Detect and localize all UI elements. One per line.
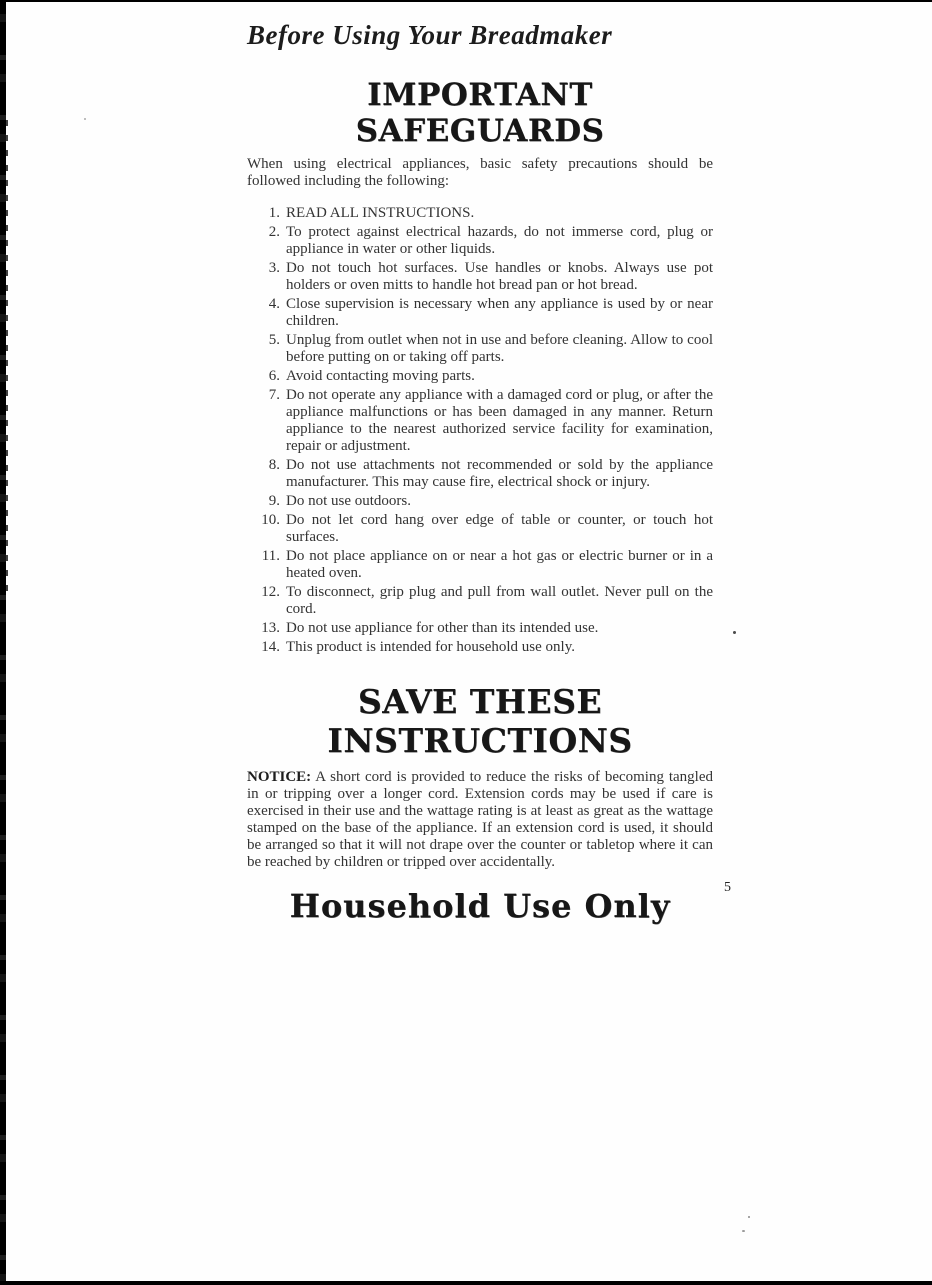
list-item: [247, 493, 713, 510]
list-item-text: Do not use attachments not recommended or sold by the appliance manufacturer. This may cause fire, electrical shock or injury.: [286, 457, 713, 490]
safeguards-list: [247, 205, 713, 656]
list-item: [247, 584, 713, 618]
list-item: [247, 639, 713, 656]
list-item-number: 8.: [268, 457, 280, 473]
list-item-text: To disconnect, grip plug and pull from wall outlet. Never pull on the cord.: [286, 584, 713, 617]
list-item: [247, 224, 713, 258]
household-use-only-heading: Household Use Only: [289, 887, 671, 925]
notice-paragraph: [247, 769, 713, 871]
list-item-text: Do not use outdoors.: [286, 493, 411, 509]
list-item-number: 14.: [261, 639, 280, 655]
list-item: [247, 620, 713, 637]
list-item-number: 7.: [268, 387, 280, 403]
page-number: 5: [724, 880, 731, 895]
list-item-number: 3.: [268, 260, 280, 276]
list-item-number: 5.: [268, 332, 280, 348]
scan-speck: [84, 118, 86, 120]
list-item-text: This product is intended for household use only.: [286, 639, 575, 655]
list-item: [247, 296, 713, 330]
list-item: [247, 457, 713, 491]
list-item: [247, 368, 713, 385]
list-item-number: 6.: [268, 368, 280, 384]
list-item-text: Do not use appliance for other than its intended use.: [286, 620, 599, 636]
list-item-text: Close supervision is necessary when any appliance is used by or near children.: [286, 296, 713, 329]
list-item-text: Do not let cord hang over edge of table or counter, or touch hot surfaces.: [286, 512, 713, 545]
list-item: [247, 387, 713, 455]
list-item-number: 4.: [268, 296, 280, 312]
safeguards-intro: When using electrical appliances, basic safety precautions should be followed including the following:: [247, 156, 713, 189]
list-item-number: 10.: [261, 512, 280, 528]
list-item-text: To protect against electrical hazards, do not immerse cord, plug or appliance in water or other liquids.: [286, 224, 713, 257]
list-item-number: 9.: [268, 493, 280, 509]
scan-speck: [742, 1230, 745, 1232]
list-item-text: Do not place appliance on or near a hot gas or electric burner or in a heated oven.: [286, 548, 713, 581]
list-item: [247, 548, 713, 582]
list-item: [247, 512, 713, 546]
important-safeguards-heading: IMPORTANT SAFEGUARDS: [355, 77, 605, 149]
list-item: [247, 205, 713, 222]
notice-text: A short cord is provided to reduce the risks of becoming tangled in or tripping over a longer cord. Extension cords may be used if care is exercised in their use and the wattage rating is at least as great as the wattage stamped on the base of the appliance. If an extension cord is used, it should be arranged so that it will not drape over the counter or tabletop where it can be reached by children or tripped over accidentally.: [247, 769, 713, 870]
scan-edge-left: [0, 0, 6, 1285]
list-item-text: READ ALL INSTRUCTIONS.: [286, 205, 475, 221]
notice-label: NOTICE:: [247, 769, 312, 785]
list-item-number: 11.: [261, 548, 280, 564]
scan-edge-bottom: [0, 1281, 932, 1285]
list-item-number: 2.: [268, 224, 280, 240]
list-item-text: Do not touch hot surfaces. Use handles or knobs. Always use pot holders or oven mitts to handle hot bread pan or hot bread.: [286, 260, 713, 293]
page-content: [247, 0, 713, 925]
section-header: Before Using Your Breadmaker: [247, 20, 613, 50]
list-item-number: 1.: [268, 205, 280, 221]
list-item-text: Unplug from outlet when not in use and before cleaning. Allow to cool before putting on or taking off parts.: [286, 332, 713, 365]
save-instructions-heading: SAVE THESE INSTRUCTIONS: [327, 682, 633, 760]
list-item: [247, 332, 713, 366]
scan-speck: [733, 631, 736, 634]
list-item-text: Do not operate any appliance with a damaged cord or plug, or after the appliance malfunctions or has been damaged in any manner. Return appliance to the nearest authorized service facility for examination, repair or adjustment.: [286, 387, 713, 454]
list-item-number: 13.: [261, 620, 280, 636]
list-item-text: Avoid contacting moving parts.: [286, 368, 475, 384]
list-item-number: 12.: [261, 584, 280, 600]
list-item: [247, 260, 713, 294]
scan-speck: [748, 1216, 750, 1218]
